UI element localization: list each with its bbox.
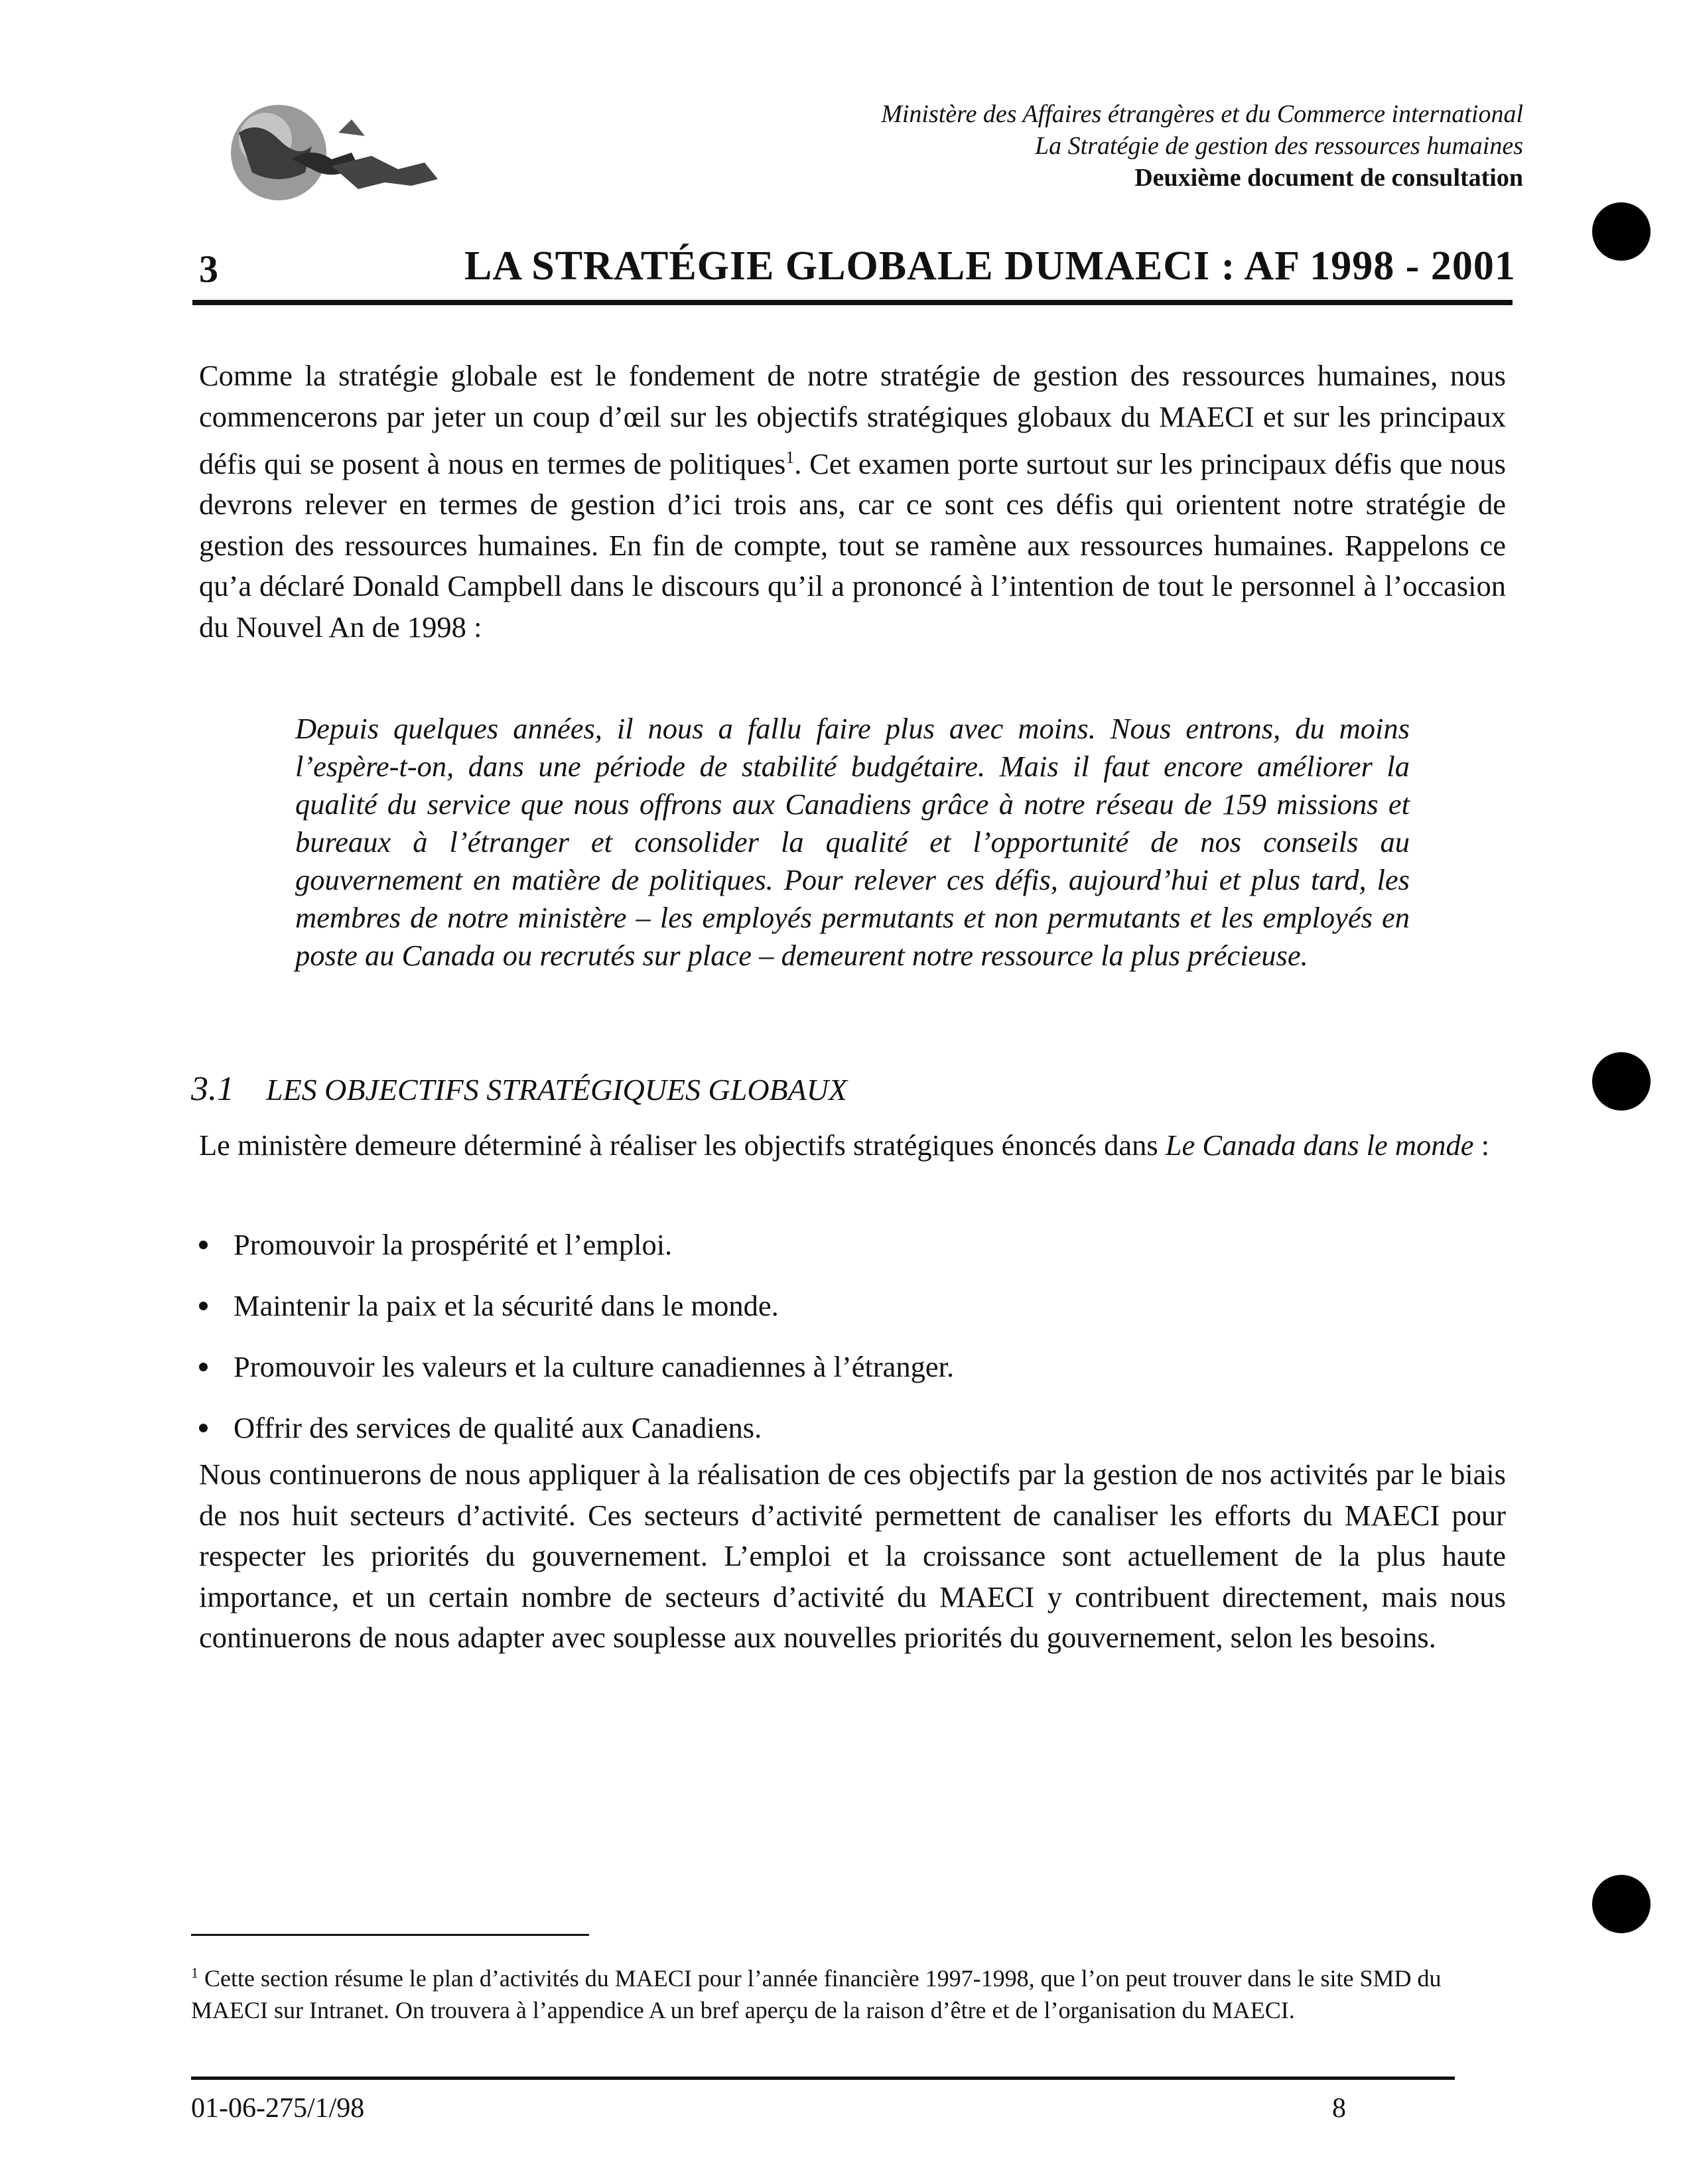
footnote-marker: 1: [191, 1964, 198, 1981]
punch-hole-top: [1592, 202, 1651, 261]
footnote-text: Cette section résume le plan d’activités du MAECI pour l’année financière 1997-1998, que l’on peut trouver dans le site SMD du MAECI sur Intranet. On trouvera à l’appendice A un bref aperçu de la raison d’être et de l’organisation du MAECI.: [191, 1965, 1442, 2023]
list-item: Promouvoir la prospérité et l’emploi.: [199, 1225, 954, 1286]
chapter-title: LA STRATÉGIE GLOBALE DUMAECI : AF 1998 - 2001: [464, 243, 1516, 289]
section-title: LES OBJECTIFS STRATÉGIQUES GLOBAUX: [266, 1073, 848, 1107]
footnote-rule: [191, 1934, 589, 1936]
punch-hole-middle: [1592, 1052, 1651, 1111]
chapter-number: 3: [199, 247, 218, 291]
section-intro: Le ministère demeure déterminé à réaliser les objectifs stratégiques énoncés dans Le Canada dans le monde :: [199, 1128, 1490, 1162]
footer-rule: [191, 2077, 1455, 2080]
objectives-list: [199, 1225, 954, 1469]
header-strategy: La Stratégie de gestion des ressources humaines: [1035, 132, 1523, 160]
footnote: [191, 1957, 1485, 2026]
document-code: 01-06-275/1/98: [191, 2093, 365, 2124]
publication-title: Le Canada dans le monde: [1165, 1128, 1474, 1162]
section-number: 3.1: [191, 1070, 234, 1108]
header-rule: [192, 300, 1513, 305]
ministry-logo: [199, 93, 464, 206]
header-consultation: Deuxième document de consultation: [1134, 164, 1523, 192]
list-item: Offrir des services de qualité aux Canadiens.: [199, 1408, 954, 1469]
intro-paragraph: Comme la stratégie globale est le fondement de notre stratégie de gestion des ressources humaines, nous commencerons par jeter un coup d’œil sur les objectifs stratégiques globaux du MAECI et sur les principaux défis qui se posent à nous en termes de politiques$^1$. Cet examen porte surtout sur les principaux défis que nous devrons relever en termes de gestion d’ici trois ans, car ce sont ces défis qui orientent notre stratégie de gestion des ressources humaines. En fin de compte, tout se ramène aux ressources humaines. Rappelons ce qu’a déclaré Donald Campbell dans le discours qu’il a prononcé à l’intention de tout le personnel à l’occasion du Nouvel An de 1998 :: [199, 359, 1506, 644]
list-item: Maintenir la paix et la sécurité dans le monde.: [199, 1286, 954, 1347]
page-number: 8: [1332, 2093, 1346, 2124]
header-ministry: Ministère des Affaires étrangères et du Commerce international: [881, 100, 1523, 128]
footnote-ref[interactable]: 1: [785, 448, 795, 467]
campbell-quote: Depuis quelques années, il nous a fallu faire plus avec moins. Nous entrons, du moins l’espère-t-on, dans une période de stabilité budgétaire. Mais il faut encore améliorer la qualité du service que nous offrons aux Canadiens grâce à notre réseau de 159 missions et bureaux à l’étranger et consolider la qualité et l’opportunité de nos conseils au gouvernement en matière de politiques. Pour relever ces défis, aujourd’hui et plus tard, les membres de notre ministère – les employés permutants et non permutants et les employés en poste au Canada ou recrutés sur place – demeurent notre ressource la plus précieuse.: [295, 712, 1410, 972]
section-heading: [191, 1069, 847, 1109]
list-item: Promouvoir les valeurs et la culture canadiennes à l’étranger.: [199, 1347, 954, 1408]
punch-hole-bottom: [1592, 1875, 1651, 1933]
closing-paragraph: Nous continuerons de nous appliquer à la réalisation de ces objectifs par la gestion de nos activités par le biais de nos huit secteurs d’activité. Ces secteurs d’activité permettent de canaliser les efforts du MAECI pour respecter les priorités du gouvernement. L’emploi et la croissance sont actuellement de la plus haute importance, et un certain nombre de secteurs d’activité du MAECI y contribuent directement, mais nous continuerons de nous adapter avec souplesse aux nouvelles priorités du gouvernement, selon les besoins.: [199, 1458, 1506, 1654]
